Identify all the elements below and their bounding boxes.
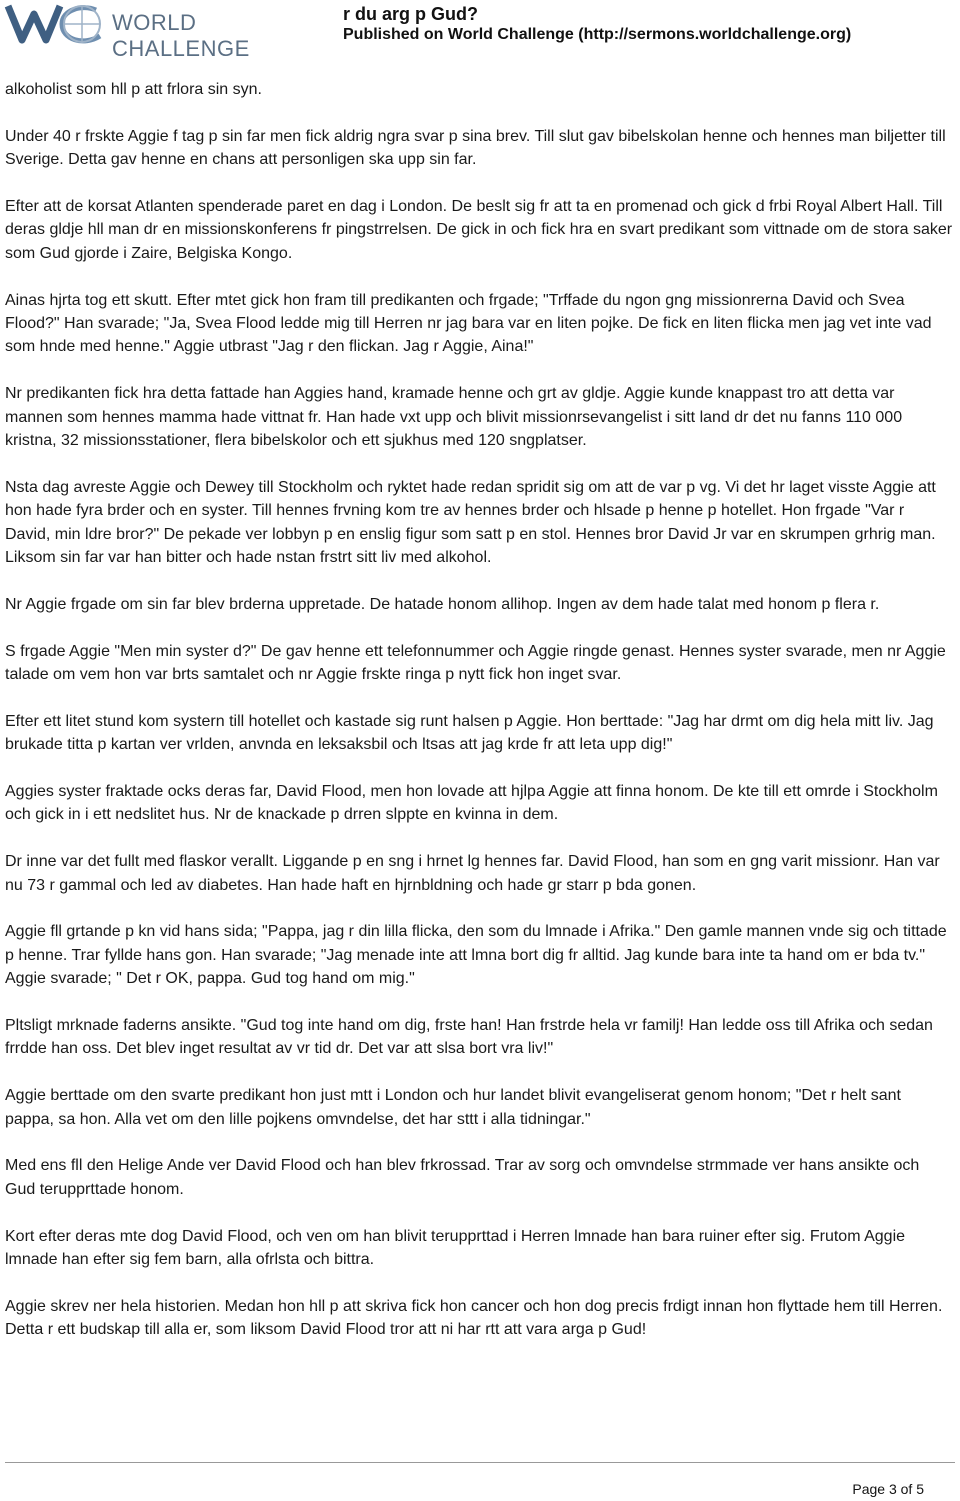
paragraph: Nr predikanten fick hra detta fattade han Aggies hand, kramade henne och grt av gldje. Aggie kunde knappast tro att detta var mannen som hennes mamma hade vittnat fr. Han hade vxt upp och blivit missionrsevangelist i sitt land dr det nu fanns 110 000 kristna, 32 missionsstationer, flera bibelskolor och ett sjukhus med 120 sngplatser. bbox=[5, 385, 903, 450]
paragraph: Dr inne var det fullt med flaskor verallt. Liggande p en sng i hrnet lg hennes far. David Flood, han som en gng varit missionr. Han var nu 73 r gammal och led av diabetes. Han hade haft en hjrnbldning och hade gr starr p bda gonen. bbox=[5, 853, 940, 894]
paragraph: Aggie skrev ner hela historien. Medan hon hll p att skriva fick hon cancer och hon dog precis frdigt innan hon flyttade hem till Herren. bbox=[5, 1297, 943, 1315]
paragraph: S frgade Aggie "Men min syster d?" De gav henne ett telefonnummer och Aggie ringde genast. Hennes syster svarade, men nr Aggie talade om vem hon var brts samtalet och nr Aggie frskte ringa p nytt fick hon inget svar. bbox=[5, 642, 946, 684]
paragraph: Under 40 r frskte Aggie f tag p sin far men fick aldrig ngra svar p sina brev. Till slut gav bibelskolan henne och hennes man biljetter till Sverige. Detta gav henne en chans att personligen ska upp sin far. bbox=[5, 127, 946, 169]
world-challenge-logo bbox=[0, 0, 320, 61]
paragraph: Kort efter deras mte dog David Flood, och ven om han blivit terupprttad i Herren lmnade han bara ruiner efter sig. Frutom Aggie lmnade han efter sig fem barn, alla ofrlsta och bittra. bbox=[5, 1227, 906, 1269]
globe-w-logo-icon bbox=[0, 0, 110, 48]
paragraph: Nsta dag avreste Aggie och Dewey till Stockholm och ryktet hade redan spridit sig om att de var p vg. Vi det hr laget visste Aggie att hon hade fyra brder och en syster. Till hennes frvning kom tre av hennes brder och hlsade p henne p hotellet. Hon frgade "Var r David, min ldre bror?" De pekade ver lobbyn p en enslig figur som satt p en stol. Hennes bror David Jr var en skrumpen grhrig man. Liksom sin far var han bitter och hade nstan frstrt sitt liv med alkohol. bbox=[5, 478, 936, 567]
page-number: Page 3 of 5 bbox=[852, 1481, 924, 1497]
paragraph: Pltsligt mrknade faderns ansikte. "Gud tog inte hand om dig, frste han! Han frstrde hela vr familj! Han ledde oss till Afrika och sedan frrdde han oss. Det blev inget resultat av vr tid dr. Det var att slsa bort vra liv!" bbox=[5, 1017, 933, 1058]
paragraph: alkoholist som hll p att frlora sin syn. bbox=[5, 81, 262, 98]
paragraph: Aggie fll grtande p kn vid hans sida; "Pappa, jag r din lilla flicka, den som du lmnade i Afrika." Den gamle mannen vnde sig och tittade p henne. Trar fyllde hans gon. Han svarade; "Jag menade inte att lmna bort dig fr alltid. Jag kunde bara inte ta hand om er bda tv." Aggie svarade; " Det r OK, pappa. Gud tog hand om mig." bbox=[5, 923, 947, 988]
paragraph: Aggies syster fraktade ocks deras far, David Flood, men hon lovade att hjlpa Aggie att finna honom. De kte till ett omrde i Stockholm och gick in i ett nedslitet hus. Nr de knackade p drren slppte en kvinna in dem. bbox=[5, 783, 938, 824]
header-title: r du arg p Gud? bbox=[343, 4, 478, 24]
paragraph: Aggie berttade om den svarte predikant hon just mtt i London och hur landet blivit evangeliserat genom honom; "Det r helt sant pappa, sa hon. Alla vet om den lille pojkens omvndelse, det har sttt i alla tidningar." bbox=[5, 1087, 901, 1128]
footer-divider bbox=[5, 1462, 955, 1463]
logo-wordmark: WORLD CHALLENGE bbox=[112, 10, 250, 61]
article-body bbox=[5, 78, 953, 1365]
header-published: Published on World Challenge (http://sermons.worldchallenge.org) bbox=[343, 26, 852, 43]
paragraph: Med ens fll den Helige Ande ver David Flood och han blev frkrossad. Trar av sorg och omvndelse strmmade ver hans ansikte och Gud terupprttade honom. bbox=[5, 1157, 920, 1198]
paragraph: Efter ett litet stund kom systern till hotellet och kastade sig runt halsen p Aggie. Hon berttade: "Jag har drmt om dig hela mitt liv. Jag brukade titta p kartan ver vrlden, anvnda en leksaksbil och ltsas att jag krde fr att leta upp dig!" bbox=[5, 712, 934, 754]
paragraph: Detta r ett budskap till alla er, som liksom David Flood tror att ni har rtt att vara arga p Gud! bbox=[5, 1321, 647, 1339]
paragraph: Ainas hjrta tog ett skutt. Efter mtet gick hon fram till predikanten och frgade; "Trffade du ngon gng missionrerna David och Svea Flood?" Han svarade; "Ja, Svea Flood ledde mig till Herren nr jag bara var en liten pojke. De fick en liten flicka men jag vet inte vad som hnde med henne." Aggie utbrast "Jag r den flickan. Jag r Aggie, Aina!" bbox=[5, 291, 932, 356]
paragraph: Efter att de korsat Atlanten spenderade paret en dag i London. De beslt sig fr att ta en promenad och gick d frbi Royal Albert Hall. Till deras gldje hll man dr en missionskonferens fr pingstrrelsen. De gick in och fick hra en svart predikant som vittnade om de stora saker som Gud gjorde i Zaire, Belgiska Kongo. bbox=[5, 198, 953, 262]
paragraph: Nr Aggie frgade om sin far blev brderna uppretade. De hatade honom allihop. Ingen av dem hade talat med honom p flera r. bbox=[5, 595, 880, 613]
